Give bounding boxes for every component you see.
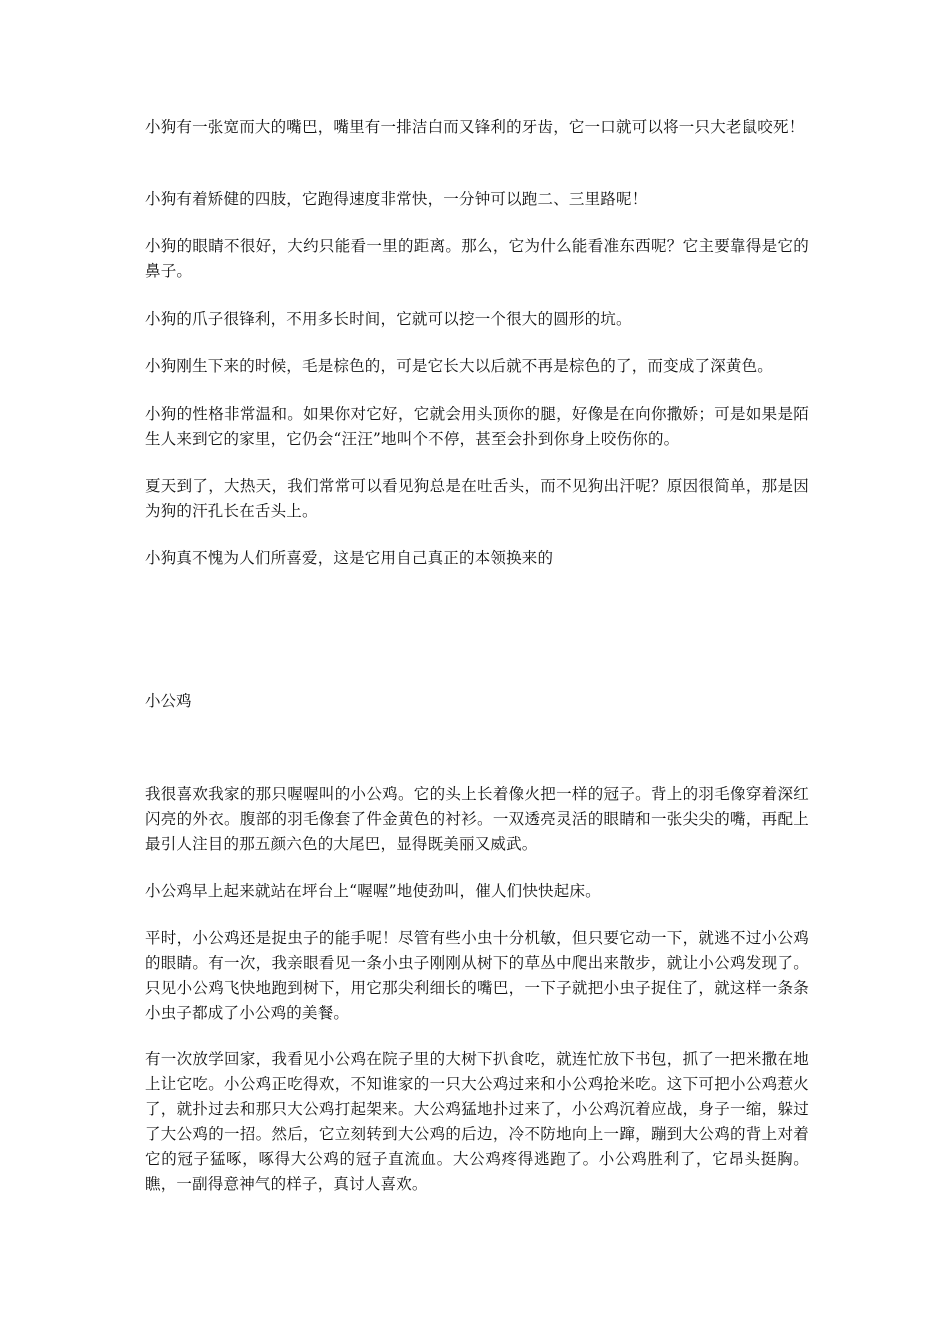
section-title-rooster: 小公鸡 (145, 692, 192, 710)
paragraph-rooster-morning: 小公鸡早上起来就站在坪台上“喔喔”地使劲叫，催人们快快起床。 (145, 882, 601, 900)
paragraph-dog-fur: 小狗刚生下来的时候，毛是棕色的，可是它长大以后就不再是棕色的了，而变成了深黄色。 (145, 357, 774, 375)
paragraph-rooster-looks: 我很喜欢我家的那只喔喔叫的小公鸡。它的头上长着像火把一样的冠子。背上的羽毛像穿着深红闪亮的外衣。腹部的羽毛像套了件金黄色的衬衫。一双透亮灵活的眼睛和一张尖尖的嘴，再配上最引人注目的那五颜六色的大尾巴，显得既美丽又威武。 (145, 785, 809, 853)
paragraph-dog-conclusion: 小狗真不愧为人们所喜爱，这是它用自己真正的本领换来的 (145, 549, 554, 567)
paragraph-rooster-fight: 有一次放学回家，我看见小公鸡在院子里的大树下扒食吃，就连忙放下书包，抓了一把米撒在地上让它吃。小公鸡正吃得欢，不知谁家的一只大公鸡过来和小公鸡抢米吃。这下可把小公鸡惹火了，就扑过去和那只大公鸡打起架来。大公鸡猛地扑过来了，小公鸡沉着应战，身子一缩，躲过了大公鸡的一招。然后，它立刻转到大公鸡的后边，冷不防地向上一蹿，蹦到大公鸡的背上对着它的冠子猛啄，啄得大公鸡的冠子直流血。大公鸡疼得逃跑了。小公鸡胜利了，它昂头挺胸。瞧，一副得意神气的样子，真讨人喜欢。 (145, 1050, 809, 1193)
paragraph-dog-legs: 小狗有着矫健的四肢，它跑得速度非常快，一分钟可以跑二、三里路呢！ (145, 190, 648, 208)
paragraph-dog-mouth: 小狗有一张宽而大的嘴巴，嘴里有一排洁白而又锋利的牙齿，它一口就可以将一只大老鼠咬死！ (145, 118, 805, 136)
paragraph-rooster-insects: 平时，小公鸡还是捉虫子的能手呢！尽管有些小虫十分机敏，但只要它动一下，就逃不过小公鸡的眼睛。有一次，我亲眼看见一条小虫子刚刚从树下的草丛中爬出来散步，就让小公鸡发现了。只见小公鸡飞快地跑到树下，用它那尖利细长的嘴巴，一下子就把小虫子捉住了，就这样一条条小虫子都成了小公鸡的美餐。 (145, 929, 809, 1022)
paragraph-dog-eyes: 小狗的眼睛不很好，大约只能看一里的距离。那么，它为什么能看准东西呢？它主要靠得是它的鼻子。 (145, 237, 809, 280)
paragraph-dog-summer: 夏天到了，大热天，我们常常可以看见狗总是在吐舌头，而不见狗出汗呢？原因很简单，那是因为狗的汗孔长在舌头上。 (145, 477, 809, 520)
paragraph-dog-claws: 小狗的爪子很锋利，不用多长时间，它就可以挖一个很大的圆形的坑。 (145, 310, 632, 328)
paragraph-dog-temper: 小狗的性格非常温和。如果你对它好，它就会用头顶你的腿，好像是在向你撒娇；可是如果是陌生人来到它的家里，它仍会“汪汪”地叫个不停，甚至会扑到你身上咬伤你的。 (145, 405, 809, 448)
